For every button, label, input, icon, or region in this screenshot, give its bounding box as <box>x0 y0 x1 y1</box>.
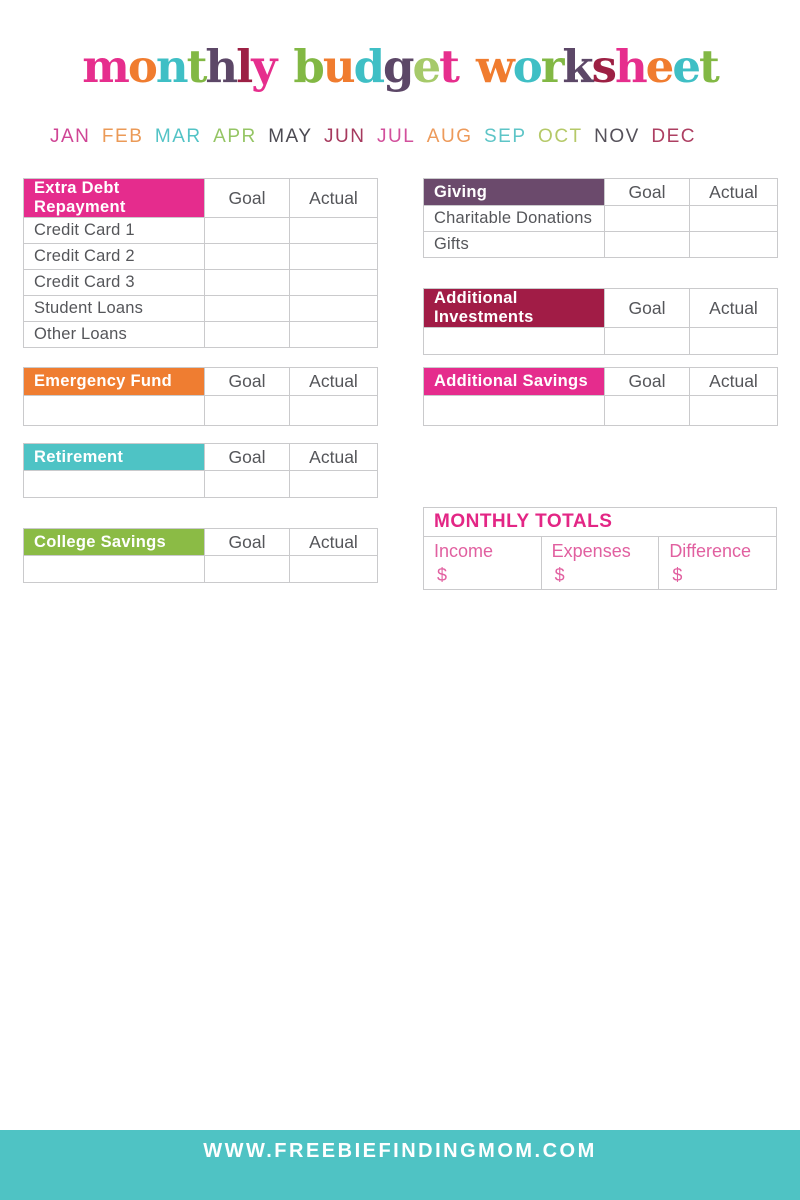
title-letter: w <box>475 40 513 93</box>
actual-column-header: Actual <box>290 179 378 218</box>
goal-input-cell[interactable] <box>205 556 290 583</box>
table-row <box>24 556 378 583</box>
dollar-sign: $ <box>437 565 448 585</box>
month-aug[interactable]: AUG <box>426 126 473 147</box>
goal-column-header: Goal <box>605 289 690 328</box>
actual-column-header: Actual <box>690 179 778 206</box>
income-label: Income <box>434 541 494 561</box>
table-college-savings <box>23 528 378 583</box>
title-letter: m <box>82 40 128 93</box>
title-letter: b <box>293 40 323 93</box>
actual-input-cell[interactable] <box>690 328 778 355</box>
actual-input-cell[interactable] <box>690 206 778 232</box>
title-letter: h <box>614 40 646 93</box>
actual-input-cell[interactable] <box>290 556 378 583</box>
table-row <box>24 244 378 270</box>
title-word <box>82 40 275 93</box>
goal-column-header: Goal <box>605 368 690 396</box>
table-monthly-totals <box>423 507 777 590</box>
goal-input-cell[interactable] <box>205 244 290 270</box>
goal-column-header: Goal <box>205 179 290 218</box>
title-letter: l <box>236 40 252 93</box>
title-letter: o <box>127 40 156 93</box>
month-sep[interactable]: SEP <box>484 126 527 147</box>
goal-input-cell[interactable] <box>605 396 690 426</box>
table-row <box>424 232 778 258</box>
goal-column-header: Goal <box>205 444 290 471</box>
month-dec[interactable]: DEC <box>651 126 696 147</box>
title-letter: h <box>205 40 237 93</box>
title-letter: n <box>155 40 187 93</box>
expenses-label: Expenses <box>551 541 631 561</box>
actual-input-cell[interactable] <box>290 296 378 322</box>
title-letter: d <box>353 40 384 93</box>
item-input-cell[interactable] <box>424 328 605 355</box>
actual-input-cell[interactable] <box>290 322 378 348</box>
table-row <box>24 471 378 498</box>
month-jun[interactable]: JUN <box>324 126 366 147</box>
row-label: Credit Card 1 <box>24 218 205 244</box>
section-header-extra-debt: Extra Debt Repayment <box>24 179 205 218</box>
month-nov[interactable]: NOV <box>594 126 640 147</box>
month-jul[interactable]: JUL <box>376 126 416 147</box>
title-word <box>476 40 718 93</box>
goal-input-cell[interactable] <box>605 232 690 258</box>
table-retirement <box>23 443 378 498</box>
section-header-giving: Giving <box>424 179 605 206</box>
table-extra-debt-repayment <box>23 178 378 348</box>
month-jan[interactable]: JAN <box>50 126 91 147</box>
page-title <box>0 42 800 92</box>
table-additional-savings <box>423 367 778 426</box>
section-header-retirement: Retirement <box>24 444 205 471</box>
month-oct[interactable]: OCT <box>538 126 583 147</box>
actual-input-cell[interactable] <box>290 218 378 244</box>
goal-column-header: Goal <box>605 179 690 206</box>
table-row <box>424 396 778 426</box>
actual-input-cell[interactable] <box>290 244 378 270</box>
goal-input-cell[interactable] <box>605 328 690 355</box>
goal-column-header: Goal <box>205 529 290 556</box>
row-label: Credit Card 3 <box>24 270 205 296</box>
difference-total-cell[interactable] <box>659 537 777 590</box>
goal-input-cell[interactable] <box>605 206 690 232</box>
table-row <box>24 296 378 322</box>
title-letter: r <box>540 40 563 93</box>
table-additional-investments <box>423 288 778 355</box>
difference-label: Difference <box>669 541 752 561</box>
income-total-cell[interactable] <box>424 537 542 590</box>
title-letter: k <box>562 40 592 93</box>
goal-input-cell[interactable] <box>205 218 290 244</box>
title-letter: g <box>383 40 413 93</box>
section-header-college-savings: College Savings <box>24 529 205 556</box>
actual-column-header: Actual <box>290 444 378 471</box>
actual-input-cell[interactable] <box>690 232 778 258</box>
table-row <box>424 206 778 232</box>
goal-input-cell[interactable] <box>205 396 290 426</box>
item-input-cell[interactable] <box>424 396 605 426</box>
table-row <box>24 322 378 348</box>
title-letter: t <box>439 40 458 93</box>
row-label: Student Loans <box>24 296 205 322</box>
table-row <box>424 328 778 355</box>
actual-column-header: Actual <box>290 529 378 556</box>
actual-input-cell[interactable] <box>290 270 378 296</box>
title-letter: e <box>412 40 440 93</box>
title-letter: e <box>672 40 699 93</box>
goal-input-cell[interactable] <box>205 296 290 322</box>
title-letter: s <box>591 40 615 93</box>
actual-column-header: Actual <box>690 368 778 396</box>
footer-url[interactable]: WWW.FREEBIEFINDINGMOM.COM <box>203 1140 597 1162</box>
goal-input-cell[interactable] <box>205 471 290 498</box>
dollar-sign: $ <box>554 565 565 585</box>
section-header-additional-savings: Additional Savings <box>424 368 605 396</box>
footer-bar <box>0 1130 800 1200</box>
item-input-cell[interactable] <box>24 396 205 426</box>
actual-input-cell[interactable] <box>690 396 778 426</box>
month-feb[interactable]: FEB <box>101 126 144 147</box>
actual-input-cell[interactable] <box>290 471 378 498</box>
month-mar[interactable]: MAR <box>154 126 202 147</box>
actual-column-header: Actual <box>690 289 778 328</box>
item-input-cell[interactable] <box>24 556 205 583</box>
title-letter: t <box>698 40 718 93</box>
expenses-total-cell[interactable] <box>541 537 659 590</box>
section-header-additional-investments: Additional Investments <box>424 289 605 328</box>
title-letter: t <box>186 40 206 93</box>
row-label: Credit Card 2 <box>24 244 205 270</box>
actual-column-header: Actual <box>290 368 378 396</box>
table-row <box>24 218 378 244</box>
monthly-totals-header: MONTHLY TOTALS <box>424 508 777 537</box>
month-may[interactable]: MAY <box>268 126 313 147</box>
row-label: Other Loans <box>24 322 205 348</box>
table-emergency-fund <box>23 367 378 426</box>
table-row <box>24 270 378 296</box>
goal-column-header: Goal <box>205 368 290 396</box>
dollar-sign: $ <box>672 565 683 585</box>
table-giving <box>423 178 778 258</box>
title-letter: y <box>251 40 276 93</box>
title-word <box>293 40 458 93</box>
item-input-cell[interactable] <box>24 471 205 498</box>
goal-input-cell[interactable] <box>205 270 290 296</box>
title-letter: u <box>322 40 354 93</box>
actual-input-cell[interactable] <box>290 396 378 426</box>
month-nav <box>50 126 696 148</box>
title-letter: e <box>645 40 673 93</box>
goal-input-cell[interactable] <box>205 322 290 348</box>
section-header-emergency-fund: Emergency Fund <box>24 368 205 396</box>
table-row <box>24 396 378 426</box>
month-apr[interactable]: APR <box>213 126 257 147</box>
row-label: Charitable Donations <box>424 206 605 232</box>
row-label: Gifts <box>424 232 605 258</box>
title-letter: o <box>512 40 541 93</box>
